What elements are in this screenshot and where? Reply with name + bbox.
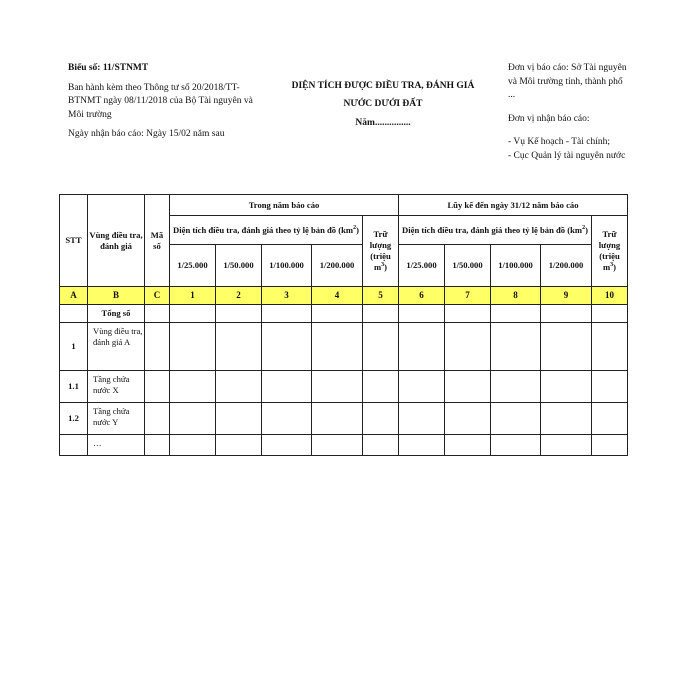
area-header-year: Diện tích điều tra, đánh giá theo tỷ lệ bản đồ $(km^2)$ xyxy=(170,216,363,245)
row-stt: 1 xyxy=(60,323,88,371)
column-index: 9 xyxy=(541,287,592,305)
col-code-header: Mã số xyxy=(145,195,170,287)
report-title xyxy=(272,80,494,131)
scale-header: 1/25.000 xyxy=(399,245,445,287)
col-stt-header: STT xyxy=(60,195,88,287)
table-row xyxy=(60,305,628,323)
column-index: 1 xyxy=(170,287,216,305)
group-cumulative-header: Lũy kế đến ngày 31/12 năm báo cáo xyxy=(399,195,628,216)
row-name: Tầng chứa nước Y xyxy=(88,403,145,435)
column-index: B xyxy=(88,287,145,305)
scale-header: 1/100.000 xyxy=(491,245,541,287)
column-index: 7 xyxy=(445,287,491,305)
reserve-header-cumulative: Trữ lượng (triệu $m^3$) xyxy=(592,216,628,287)
scale-header: 1/200.000 xyxy=(541,245,592,287)
row-stt xyxy=(60,305,88,323)
row-name: Vùng điều tra, đánh giá A xyxy=(88,323,145,371)
row-name: … xyxy=(88,435,145,456)
reserve-header-year: Trữ lượng (triệu $m^3$) xyxy=(363,216,399,287)
scale-header: 1/50.000 xyxy=(216,245,262,287)
column-index: 3 xyxy=(262,287,312,305)
column-index-row xyxy=(60,287,628,305)
table-row xyxy=(60,371,628,403)
column-index: A xyxy=(60,287,88,305)
col-region-header: Vùng điều tra, đánh giá xyxy=(88,195,145,287)
title-line-2: NƯỚC DƯỚI ĐẤT xyxy=(343,98,423,109)
scale-header: 1/50.000 xyxy=(445,245,491,287)
scale-header: 1/25.000 xyxy=(170,245,216,287)
row-name: Tổng số xyxy=(88,305,145,323)
column-index: 10 xyxy=(592,287,628,305)
receipt-date-text: Ngày nhận báo cáo: Ngày 15/02 năm sau xyxy=(68,129,225,139)
issued-with-text: Ban hành kèm theo Thông tư số 20/2018/TT-BTNMT ngày 08/11/2018 của Bộ Tài nguyên và Môi trường xyxy=(68,82,253,120)
form-code: Biểu số: 11/STNMT xyxy=(68,63,149,73)
column-index: 5 xyxy=(363,287,399,305)
table-row xyxy=(60,435,628,456)
title-line-1: DIỆN TÍCH ĐƯỢC ĐIỀU TRA, ĐÁNH GIÁ xyxy=(291,81,475,91)
row-stt xyxy=(60,435,88,456)
header-right xyxy=(508,62,630,163)
column-index: 6 xyxy=(399,287,445,305)
receiving-unit-1: - Vụ Kế hoạch - Tài chính; xyxy=(508,137,611,147)
report-table xyxy=(59,194,628,456)
column-index: C xyxy=(145,287,170,305)
reporting-unit-text: Đơn vị báo cáo: Sở Tài nguyên và Môi trường tỉnh, thành phố ... xyxy=(508,63,627,100)
receiving-unit-label: Đơn vị nhận báo cáo: xyxy=(508,113,590,124)
column-index: 2 xyxy=(216,287,262,305)
scale-header: 1/200.000 xyxy=(312,245,363,287)
receiving-unit-2: - Cục Quản lý tài nguyên nước xyxy=(508,150,626,161)
year-line: Năm............... xyxy=(355,118,411,128)
header-left xyxy=(68,62,268,142)
area-header-cumulative: Diện tích điều tra, đánh giá theo tỷ lệ bản đồ $(km^2)$ xyxy=(399,216,592,245)
row-stt: 1.2 xyxy=(60,403,88,435)
scale-header: 1/100.000 xyxy=(262,245,312,287)
table-row xyxy=(60,323,628,371)
group-year-header: Trong năm báo cáo xyxy=(170,195,399,216)
row-stt: 1.1 xyxy=(60,371,88,403)
column-index: 8 xyxy=(491,287,541,305)
row-name: Tầng chứa nước X xyxy=(88,371,145,403)
column-index: 4 xyxy=(312,287,363,305)
table-row xyxy=(60,403,628,435)
